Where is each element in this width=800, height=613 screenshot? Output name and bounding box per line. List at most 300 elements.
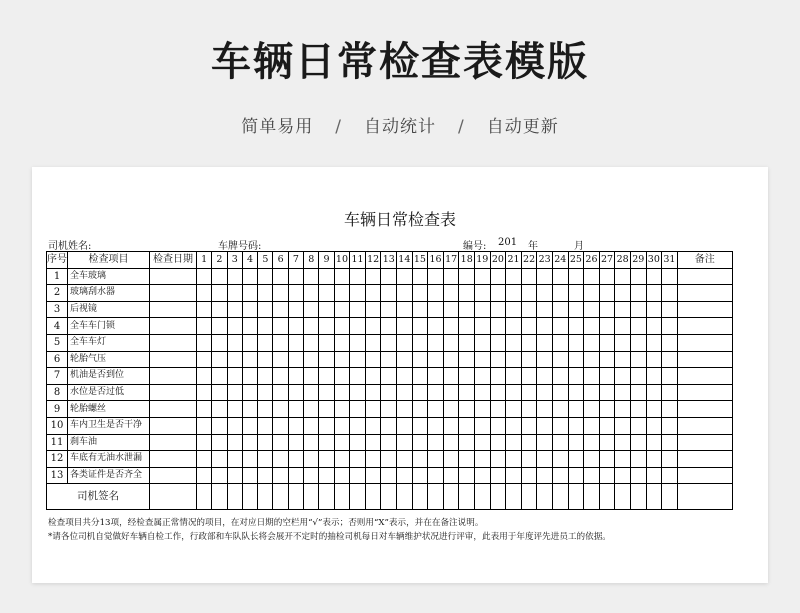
check-cell[interactable] — [537, 368, 553, 385]
check-cell[interactable] — [630, 334, 646, 351]
check-cell[interactable] — [350, 368, 366, 385]
check-cell[interactable] — [475, 384, 491, 401]
check-cell[interactable] — [319, 285, 334, 302]
signature-cell[interactable] — [677, 484, 732, 510]
signature-cell[interactable] — [599, 484, 615, 510]
remark-cell[interactable] — [677, 301, 732, 318]
check-cell[interactable] — [475, 467, 491, 484]
check-cell[interactable] — [599, 285, 615, 302]
check-cell[interactable] — [506, 401, 522, 418]
check-cell[interactable] — [304, 318, 319, 335]
check-cell[interactable] — [212, 467, 227, 484]
check-cell[interactable] — [304, 417, 319, 434]
check-cell[interactable] — [662, 268, 678, 285]
check-cell[interactable] — [630, 401, 646, 418]
check-cell[interactable] — [304, 301, 319, 318]
date-cell[interactable] — [150, 384, 197, 401]
check-cell[interactable] — [428, 285, 444, 302]
check-cell[interactable] — [443, 318, 459, 335]
check-cell[interactable] — [443, 334, 459, 351]
check-cell[interactable] — [273, 268, 288, 285]
check-cell[interactable] — [662, 401, 678, 418]
check-cell[interactable] — [319, 417, 334, 434]
check-cell[interactable] — [334, 451, 350, 468]
check-cell[interactable] — [334, 467, 350, 484]
check-cell[interactable] — [304, 401, 319, 418]
check-cell[interactable] — [412, 301, 428, 318]
check-cell[interactable] — [646, 467, 662, 484]
check-cell[interactable] — [646, 384, 662, 401]
check-cell[interactable] — [227, 318, 242, 335]
check-cell[interactable] — [537, 285, 553, 302]
signature-cell[interactable] — [475, 484, 491, 510]
check-cell[interactable] — [490, 451, 506, 468]
check-cell[interactable] — [506, 417, 522, 434]
check-cell[interactable] — [599, 467, 615, 484]
check-cell[interactable] — [212, 384, 227, 401]
check-cell[interactable] — [537, 401, 553, 418]
check-cell[interactable] — [288, 268, 303, 285]
check-cell[interactable] — [273, 401, 288, 418]
check-cell[interactable] — [490, 417, 506, 434]
check-cell[interactable] — [288, 417, 303, 434]
check-cell[interactable] — [552, 467, 568, 484]
check-cell[interactable] — [212, 318, 227, 335]
check-cell[interactable] — [212, 451, 227, 468]
check-cell[interactable] — [334, 417, 350, 434]
check-cell[interactable] — [428, 301, 444, 318]
check-cell[interactable] — [288, 451, 303, 468]
check-cell[interactable] — [568, 417, 584, 434]
date-cell[interactable] — [150, 401, 197, 418]
date-cell[interactable] — [150, 417, 197, 434]
date-cell[interactable] — [150, 268, 197, 285]
check-cell[interactable] — [568, 401, 584, 418]
signature-cell[interactable] — [412, 484, 428, 510]
check-cell[interactable] — [630, 268, 646, 285]
check-cell[interactable] — [537, 451, 553, 468]
check-cell[interactable] — [242, 401, 257, 418]
check-cell[interactable] — [615, 451, 631, 468]
check-cell[interactable] — [197, 351, 212, 368]
signature-cell[interactable] — [537, 484, 553, 510]
check-cell[interactable] — [506, 351, 522, 368]
check-cell[interactable] — [212, 334, 227, 351]
check-cell[interactable] — [304, 334, 319, 351]
signature-cell[interactable] — [646, 484, 662, 510]
signature-cell[interactable] — [428, 484, 444, 510]
check-cell[interactable] — [365, 417, 381, 434]
check-cell[interactable] — [630, 434, 646, 451]
check-cell[interactable] — [381, 384, 397, 401]
signature-cell[interactable] — [490, 484, 506, 510]
check-cell[interactable] — [506, 318, 522, 335]
check-cell[interactable] — [459, 451, 475, 468]
check-cell[interactable] — [242, 318, 257, 335]
date-cell[interactable] — [150, 334, 197, 351]
check-cell[interactable] — [599, 384, 615, 401]
check-cell[interactable] — [506, 334, 522, 351]
check-cell[interactable] — [242, 368, 257, 385]
check-cell[interactable] — [242, 334, 257, 351]
check-cell[interactable] — [459, 467, 475, 484]
check-cell[interactable] — [490, 268, 506, 285]
check-cell[interactable] — [242, 268, 257, 285]
check-cell[interactable] — [397, 384, 413, 401]
check-cell[interactable] — [537, 417, 553, 434]
check-cell[interactable] — [662, 451, 678, 468]
remark-cell[interactable] — [677, 401, 732, 418]
check-cell[interactable] — [397, 318, 413, 335]
signature-cell[interactable] — [304, 484, 319, 510]
date-cell[interactable] — [150, 301, 197, 318]
check-cell[interactable] — [568, 318, 584, 335]
check-cell[interactable] — [227, 467, 242, 484]
check-cell[interactable] — [365, 318, 381, 335]
check-cell[interactable] — [227, 434, 242, 451]
check-cell[interactable] — [381, 285, 397, 302]
signature-cell[interactable] — [365, 484, 381, 510]
check-cell[interactable] — [397, 467, 413, 484]
check-cell[interactable] — [475, 334, 491, 351]
check-cell[interactable] — [197, 285, 212, 302]
check-cell[interactable] — [615, 467, 631, 484]
check-cell[interactable] — [428, 368, 444, 385]
check-cell[interactable] — [537, 334, 553, 351]
check-cell[interactable] — [630, 384, 646, 401]
check-cell[interactable] — [319, 401, 334, 418]
check-cell[interactable] — [584, 401, 600, 418]
check-cell[interactable] — [381, 351, 397, 368]
check-cell[interactable] — [443, 451, 459, 468]
check-cell[interactable] — [568, 384, 584, 401]
check-cell[interactable] — [381, 401, 397, 418]
check-cell[interactable] — [258, 334, 273, 351]
check-cell[interactable] — [273, 301, 288, 318]
check-cell[interactable] — [521, 467, 537, 484]
check-cell[interactable] — [646, 285, 662, 302]
check-cell[interactable] — [397, 334, 413, 351]
check-cell[interactable] — [350, 268, 366, 285]
check-cell[interactable] — [212, 401, 227, 418]
check-cell[interactable] — [568, 467, 584, 484]
check-cell[interactable] — [412, 467, 428, 484]
check-cell[interactable] — [521, 318, 537, 335]
check-cell[interactable] — [552, 451, 568, 468]
date-cell[interactable] — [150, 451, 197, 468]
signature-cell[interactable] — [242, 484, 257, 510]
check-cell[interactable] — [646, 351, 662, 368]
check-cell[interactable] — [227, 401, 242, 418]
check-cell[interactable] — [490, 467, 506, 484]
check-cell[interactable] — [646, 318, 662, 335]
check-cell[interactable] — [258, 467, 273, 484]
check-cell[interactable] — [568, 434, 584, 451]
check-cell[interactable] — [428, 434, 444, 451]
check-cell[interactable] — [428, 417, 444, 434]
check-cell[interactable] — [599, 301, 615, 318]
check-cell[interactable] — [381, 301, 397, 318]
check-cell[interactable] — [319, 318, 334, 335]
check-cell[interactable] — [428, 318, 444, 335]
check-cell[interactable] — [490, 318, 506, 335]
check-cell[interactable] — [584, 351, 600, 368]
signature-cell[interactable] — [334, 484, 350, 510]
check-cell[interactable] — [397, 268, 413, 285]
check-cell[interactable] — [197, 268, 212, 285]
check-cell[interactable] — [273, 368, 288, 385]
check-cell[interactable] — [350, 417, 366, 434]
check-cell[interactable] — [443, 401, 459, 418]
check-cell[interactable] — [459, 318, 475, 335]
check-cell[interactable] — [615, 434, 631, 451]
check-cell[interactable] — [365, 401, 381, 418]
check-cell[interactable] — [350, 434, 366, 451]
check-cell[interactable] — [662, 334, 678, 351]
check-cell[interactable] — [459, 417, 475, 434]
check-cell[interactable] — [258, 351, 273, 368]
check-cell[interactable] — [646, 417, 662, 434]
check-cell[interactable] — [475, 301, 491, 318]
check-cell[interactable] — [334, 384, 350, 401]
check-cell[interactable] — [443, 368, 459, 385]
check-cell[interactable] — [350, 318, 366, 335]
check-cell[interactable] — [242, 351, 257, 368]
check-cell[interactable] — [227, 268, 242, 285]
check-cell[interactable] — [615, 401, 631, 418]
check-cell[interactable] — [521, 368, 537, 385]
check-cell[interactable] — [662, 351, 678, 368]
check-cell[interactable] — [412, 318, 428, 335]
remark-cell[interactable] — [677, 268, 732, 285]
check-cell[interactable] — [273, 285, 288, 302]
check-cell[interactable] — [537, 318, 553, 335]
check-cell[interactable] — [381, 417, 397, 434]
check-cell[interactable] — [350, 384, 366, 401]
check-cell[interactable] — [412, 268, 428, 285]
check-cell[interactable] — [459, 301, 475, 318]
check-cell[interactable] — [490, 434, 506, 451]
check-cell[interactable] — [662, 417, 678, 434]
check-cell[interactable] — [506, 467, 522, 484]
check-cell[interactable] — [319, 384, 334, 401]
check-cell[interactable] — [288, 401, 303, 418]
check-cell[interactable] — [258, 384, 273, 401]
check-cell[interactable] — [319, 268, 334, 285]
date-cell[interactable] — [150, 351, 197, 368]
check-cell[interactable] — [365, 351, 381, 368]
check-cell[interactable] — [599, 401, 615, 418]
check-cell[interactable] — [521, 334, 537, 351]
check-cell[interactable] — [584, 384, 600, 401]
remark-cell[interactable] — [677, 434, 732, 451]
check-cell[interactable] — [319, 434, 334, 451]
check-cell[interactable] — [459, 434, 475, 451]
check-cell[interactable] — [459, 351, 475, 368]
check-cell[interactable] — [584, 368, 600, 385]
check-cell[interactable] — [227, 334, 242, 351]
signature-cell[interactable] — [319, 484, 334, 510]
check-cell[interactable] — [273, 417, 288, 434]
date-cell[interactable] — [150, 285, 197, 302]
check-cell[interactable] — [288, 351, 303, 368]
check-cell[interactable] — [490, 301, 506, 318]
check-cell[interactable] — [615, 368, 631, 385]
signature-cell[interactable] — [288, 484, 303, 510]
check-cell[interactable] — [443, 434, 459, 451]
check-cell[interactable] — [662, 467, 678, 484]
check-cell[interactable] — [552, 434, 568, 451]
check-cell[interactable] — [334, 434, 350, 451]
check-cell[interactable] — [288, 384, 303, 401]
check-cell[interactable] — [630, 467, 646, 484]
signature-cell[interactable] — [150, 484, 197, 510]
check-cell[interactable] — [397, 351, 413, 368]
check-cell[interactable] — [615, 285, 631, 302]
check-cell[interactable] — [552, 368, 568, 385]
check-cell[interactable] — [258, 417, 273, 434]
signature-cell[interactable] — [662, 484, 678, 510]
remark-cell[interactable] — [677, 384, 732, 401]
check-cell[interactable] — [334, 368, 350, 385]
check-cell[interactable] — [197, 434, 212, 451]
check-cell[interactable] — [319, 351, 334, 368]
signature-cell[interactable] — [521, 484, 537, 510]
check-cell[interactable] — [552, 301, 568, 318]
check-cell[interactable] — [273, 451, 288, 468]
check-cell[interactable] — [197, 401, 212, 418]
check-cell[interactable] — [475, 401, 491, 418]
check-cell[interactable] — [365, 467, 381, 484]
check-cell[interactable] — [304, 451, 319, 468]
check-cell[interactable] — [459, 384, 475, 401]
check-cell[interactable] — [288, 467, 303, 484]
check-cell[interactable] — [506, 384, 522, 401]
check-cell[interactable] — [381, 334, 397, 351]
check-cell[interactable] — [490, 401, 506, 418]
check-cell[interactable] — [521, 417, 537, 434]
check-cell[interactable] — [334, 318, 350, 335]
check-cell[interactable] — [412, 401, 428, 418]
remark-cell[interactable] — [677, 467, 732, 484]
check-cell[interactable] — [397, 434, 413, 451]
check-cell[interactable] — [365, 451, 381, 468]
check-cell[interactable] — [319, 467, 334, 484]
check-cell[interactable] — [304, 351, 319, 368]
check-cell[interactable] — [397, 368, 413, 385]
check-cell[interactable] — [630, 301, 646, 318]
check-cell[interactable] — [412, 285, 428, 302]
check-cell[interactable] — [381, 268, 397, 285]
check-cell[interactable] — [459, 285, 475, 302]
check-cell[interactable] — [490, 334, 506, 351]
check-cell[interactable] — [599, 318, 615, 335]
check-cell[interactable] — [334, 301, 350, 318]
check-cell[interactable] — [521, 451, 537, 468]
signature-cell[interactable] — [506, 484, 522, 510]
check-cell[interactable] — [615, 384, 631, 401]
check-cell[interactable] — [521, 434, 537, 451]
check-cell[interactable] — [273, 318, 288, 335]
check-cell[interactable] — [521, 401, 537, 418]
signature-cell[interactable] — [552, 484, 568, 510]
check-cell[interactable] — [475, 351, 491, 368]
check-cell[interactable] — [197, 384, 212, 401]
check-cell[interactable] — [304, 434, 319, 451]
check-cell[interactable] — [365, 434, 381, 451]
check-cell[interactable] — [288, 301, 303, 318]
signature-cell[interactable] — [197, 484, 212, 510]
check-cell[interactable] — [537, 467, 553, 484]
check-cell[interactable] — [212, 351, 227, 368]
check-cell[interactable] — [568, 451, 584, 468]
check-cell[interactable] — [365, 334, 381, 351]
check-cell[interactable] — [537, 434, 553, 451]
remark-cell[interactable] — [677, 351, 732, 368]
check-cell[interactable] — [350, 334, 366, 351]
check-cell[interactable] — [197, 334, 212, 351]
check-cell[interactable] — [646, 368, 662, 385]
check-cell[interactable] — [258, 301, 273, 318]
check-cell[interactable] — [412, 351, 428, 368]
check-cell[interactable] — [381, 451, 397, 468]
check-cell[interactable] — [428, 334, 444, 351]
check-cell[interactable] — [459, 401, 475, 418]
check-cell[interactable] — [490, 351, 506, 368]
check-cell[interactable] — [273, 334, 288, 351]
check-cell[interactable] — [288, 285, 303, 302]
check-cell[interactable] — [258, 318, 273, 335]
check-cell[interactable] — [412, 384, 428, 401]
check-cell[interactable] — [212, 368, 227, 385]
check-cell[interactable] — [506, 451, 522, 468]
check-cell[interactable] — [428, 467, 444, 484]
check-cell[interactable] — [521, 351, 537, 368]
check-cell[interactable] — [646, 334, 662, 351]
check-cell[interactable] — [242, 451, 257, 468]
check-cell[interactable] — [537, 384, 553, 401]
check-cell[interactable] — [412, 334, 428, 351]
check-cell[interactable] — [273, 434, 288, 451]
signature-cell[interactable] — [258, 484, 273, 510]
signature-cell[interactable] — [630, 484, 646, 510]
check-cell[interactable] — [552, 351, 568, 368]
check-cell[interactable] — [258, 285, 273, 302]
remark-cell[interactable] — [677, 368, 732, 385]
check-cell[interactable] — [662, 368, 678, 385]
check-cell[interactable] — [599, 417, 615, 434]
check-cell[interactable] — [227, 384, 242, 401]
signature-cell[interactable] — [212, 484, 227, 510]
check-cell[interactable] — [568, 285, 584, 302]
signature-cell[interactable] — [568, 484, 584, 510]
check-cell[interactable] — [273, 351, 288, 368]
check-cell[interactable] — [568, 334, 584, 351]
date-cell[interactable] — [150, 318, 197, 335]
signature-cell[interactable] — [381, 484, 397, 510]
remark-cell[interactable] — [677, 285, 732, 302]
check-cell[interactable] — [662, 434, 678, 451]
check-cell[interactable] — [599, 368, 615, 385]
check-cell[interactable] — [212, 434, 227, 451]
check-cell[interactable] — [197, 451, 212, 468]
check-cell[interactable] — [397, 285, 413, 302]
check-cell[interactable] — [350, 451, 366, 468]
signature-cell[interactable] — [459, 484, 475, 510]
check-cell[interactable] — [552, 417, 568, 434]
check-cell[interactable] — [630, 318, 646, 335]
check-cell[interactable] — [319, 451, 334, 468]
